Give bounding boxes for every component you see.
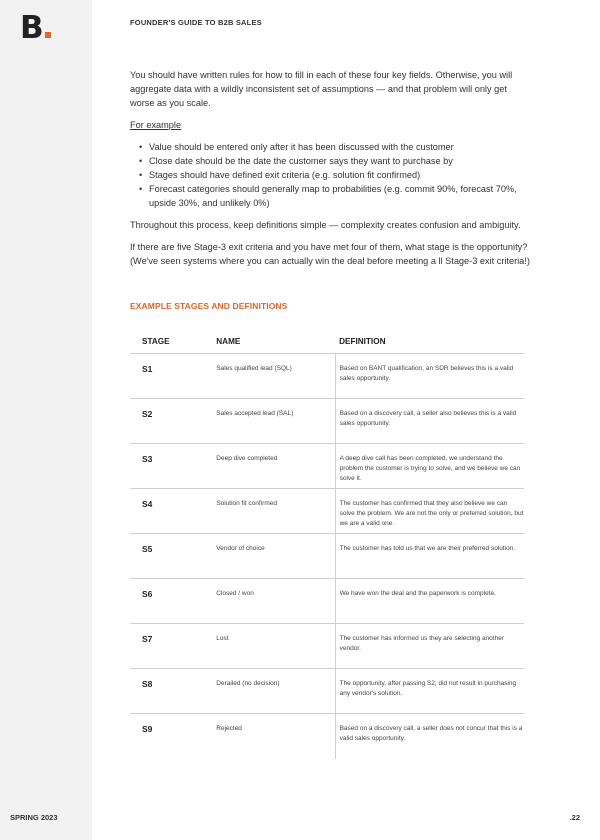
header-stage: STAGE (130, 329, 216, 354)
page-header: FOUNDER'S GUIDE TO B2B SALES (130, 18, 262, 27)
example-heading: For example (130, 120, 182, 130)
header-name: NAME (216, 329, 335, 354)
table-row (130, 354, 524, 399)
stage-code: S6 (130, 579, 216, 624)
stage-name: Rejected (216, 714, 335, 759)
brand-logo: B (20, 13, 51, 44)
stage-name: Derailed (no decision) (216, 669, 335, 714)
stage-name: Lost (216, 624, 335, 669)
table-row (130, 579, 524, 624)
stage-code: S1 (130, 354, 216, 399)
list-item: • Stages should have defined exit criteria (e.g. solution fit confirmed) (130, 168, 530, 182)
table-header-row (130, 329, 524, 354)
stage-name: Vendor of choice (216, 534, 335, 579)
list-item: • Value should be entered only after it has been discussed with the customer (130, 140, 530, 154)
stage-definition: The customer has confirmed that they also believe we can solve the problem. We are not the only or preferred solution, but we are a valid one. (335, 489, 524, 534)
stage-definition: A deep dive call has been completed, we understand the problem the customer is trying to solve, and we believe we can solve it. (335, 444, 524, 489)
stage-definition: Based on BANT qualification, an SDR believes this is a valid sales opportunity. (335, 354, 524, 399)
paragraph-1: You should have written rules for how to fill in each of these four key fields. Otherwise, you will aggregate data with a wildly inconsistent set of assumptions — and that problem will only get worse as you scale. (130, 70, 513, 108)
stage-definition: Based on a discovery call, a seller does not concur that this is a valid sales opportunity. (339, 725, 523, 742)
table-row (130, 534, 524, 579)
stage-code: S4 (130, 489, 216, 534)
stages-table (130, 329, 524, 759)
stage-code: S8 (130, 669, 216, 714)
section-title: EXAMPLE STAGES AND DEFINITIONS (130, 301, 288, 311)
stage-name: Closed / won (216, 579, 335, 624)
stage-definition: The opportunity, after passing S2, did not result in purchasing any vendor's solution. (335, 669, 524, 714)
header-definition: DEFINITION (335, 329, 524, 354)
list-item: • Forecast categories should generally map to probabilities (e.g. commit 90%, forecast 70%, upside 30%, and unlikely 0%) (130, 182, 530, 210)
stage-name: Sales qualified lead (SQL) (216, 354, 335, 399)
table-row (130, 399, 524, 444)
paragraph-3: If there are five Stage-3 exit criteria and you have met four of them, what stage is the opportunity? (We've seen systems where you can actually win the deal before meeting a ll Stage-3 exit criteria!) (130, 242, 530, 266)
table-row (130, 489, 524, 534)
stage-code: S7 (130, 624, 216, 669)
sidebar (0, 0, 92, 840)
footer-edition: SPRING 2023 (10, 813, 58, 822)
table-row (130, 669, 524, 714)
body-text (130, 68, 530, 276)
stage-code: S3 (130, 444, 216, 489)
paragraph-2: Throughout this process, keep definitions simple — complexity creates confusion and ambiguity. (130, 220, 521, 230)
logo-dot (45, 32, 51, 38)
stage-code: S5 (130, 534, 216, 579)
stage-name: Deep dive completed (216, 444, 335, 489)
table-row (130, 444, 524, 489)
example-list (130, 140, 530, 210)
stage-name: Sales accepted lead (SAL) (216, 399, 335, 444)
stage-definition: We have won the deal and the paperwork is complete. (335, 579, 524, 624)
page-number: .22 (569, 813, 580, 822)
table-row (130, 714, 524, 759)
stage-code: S2 (130, 399, 216, 444)
stage-definition: The customer has told us that we are their preferred solution. (335, 534, 524, 579)
stage-definition: Based on a discovery call, a seller also believes this is a valid sales opportunity. (335, 399, 524, 444)
list-item: • Close date should be the date the customer says they want to purchase by (130, 154, 530, 168)
stage-name: Solution fit confirmed (216, 489, 335, 534)
table-row (130, 624, 524, 669)
stage-code: S9 (142, 724, 153, 734)
stage-definition: The customer has informed us they are selecting another vendor. (335, 624, 524, 669)
